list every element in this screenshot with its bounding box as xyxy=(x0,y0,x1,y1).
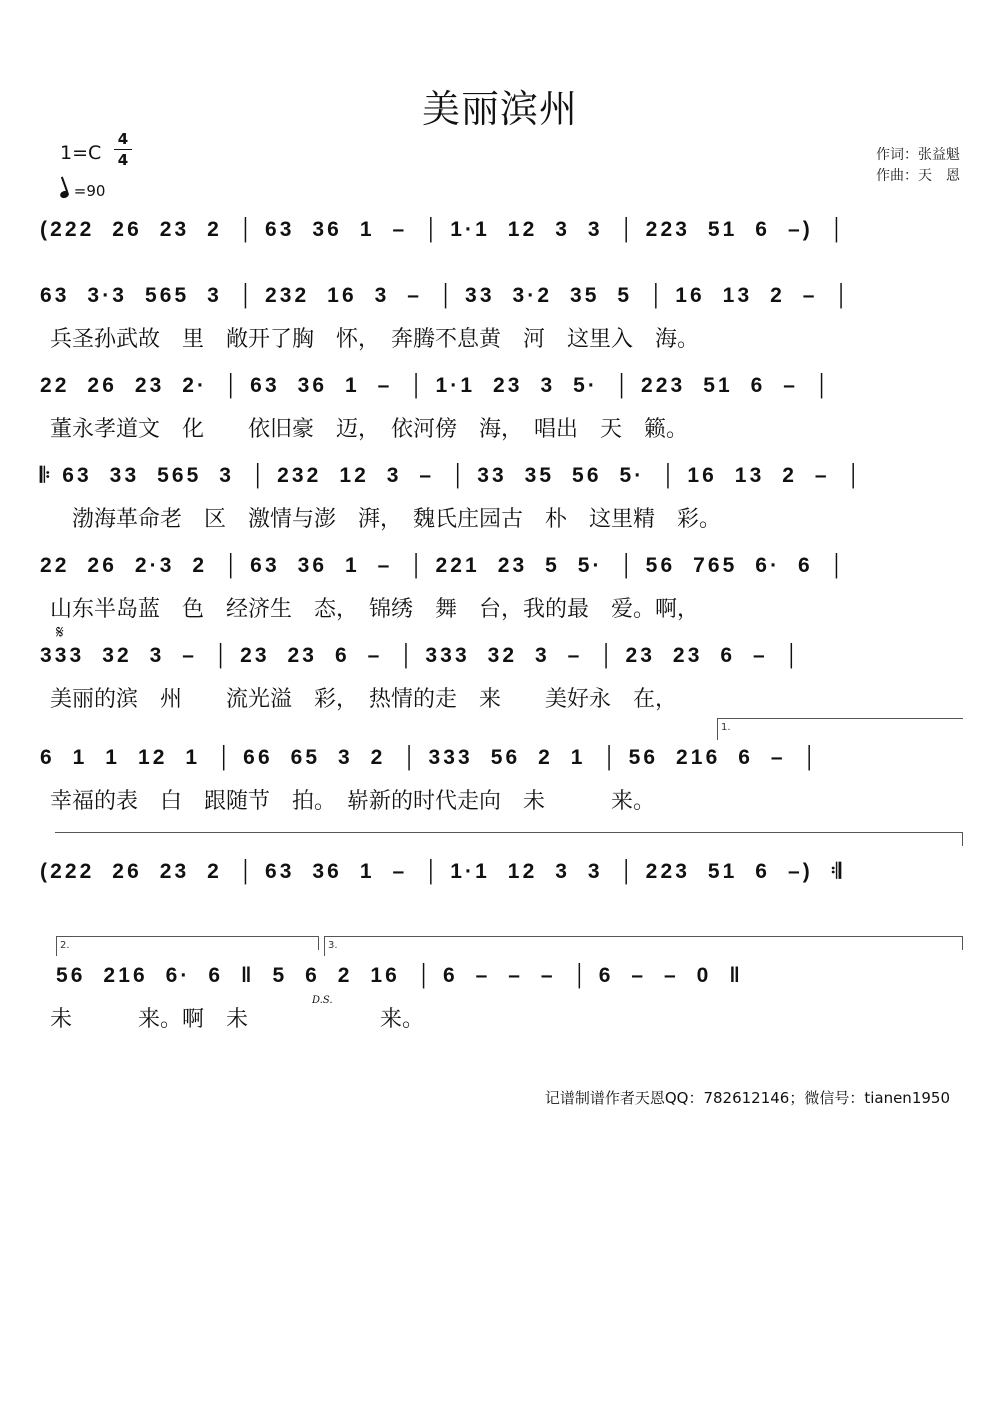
lyrics-line: 未 来。啊 未 来。 xyxy=(50,1007,425,1032)
key-signature: 1=C xyxy=(60,142,102,164)
segno-sign: 𝄋 xyxy=(56,622,64,643)
volta-1-bracket-edge xyxy=(717,718,718,740)
time-signature-top: 4 xyxy=(117,130,129,148)
music-line: (222 26 23 2 │ 63 36 1 – │ 1·1 12 3 3 │ 223 51 6 –) │ xyxy=(40,218,847,241)
song-title: 美丽滨州 xyxy=(421,87,578,131)
footer-contact: 记谱制谱作者天恩QQ：782612146；微信号：tianen1950 xyxy=(544,1089,950,1107)
volta-3-bracket-end xyxy=(962,936,963,950)
lyrics-line: 幸福的表 白 跟随节 拍。 崭新的时代走向 未 来。 xyxy=(50,789,656,814)
music-line: 𝄆 63 33 565 3 │ 232 12 3 – │ 33 35 56 5· │ 16 13 2 – │ xyxy=(40,464,864,487)
volta-3-label: 3. xyxy=(328,940,338,951)
music-line: 22 26 2·3 2 │ 63 36 1 – │ 221 23 5 5· │ 56 765 6· 6 │ xyxy=(40,554,847,577)
time-signature xyxy=(114,130,132,169)
volta-3-bracket xyxy=(324,936,962,937)
music-line: 63 3·3 565 3 │ 232 16 3 – │ 33 3·2 35 5 │ 16 13 2 – │ xyxy=(40,284,852,307)
volta-2-bracket xyxy=(56,936,318,937)
volta-1-bracket xyxy=(717,718,963,719)
lyrics-line: 美丽的滨 州 流光溢 彩， 热情的走 来 美好永 在， xyxy=(50,687,678,712)
quarter-note-icon xyxy=(59,190,70,200)
music-line: 333 32 3 – │ 23 23 6 – │ 333 32 3 – │ 23 23 6 – │ xyxy=(40,644,802,667)
lyricist-credit: 作词：张益魁 xyxy=(876,147,960,163)
volta-2-bracket-end xyxy=(318,936,319,950)
lyrics-line: 董永孝道文 化 依旧豪 迈， 依河傍 海， 唱出 天 籁。 xyxy=(50,417,689,442)
volta-2-label: 2. xyxy=(60,940,70,951)
volta-1-continuation xyxy=(55,832,963,833)
music-line: 22 26 23 2· │ 63 36 1 – │ 1·1 23 3 5· │ 223 51 6 – │ xyxy=(40,374,833,397)
lyrics-line: 兵圣孙武故 里 敞开了胸 怀， 奔腾不息黄 河 这里入 海。 xyxy=(50,327,700,352)
volta-1-label: 1. xyxy=(721,722,731,733)
music-line: 56 216 6· 6 ‖ 5 6 2 16 │ 6 – – – │ 6 – – 0 ‖ xyxy=(56,964,743,987)
volta-2-bracket-edge xyxy=(56,936,57,956)
lyrics-line: 渤海革命老 区 激情与澎 湃， 魏氏庄园古 朴 这里精 彩。 xyxy=(50,507,722,532)
dal-segno-marking: D.S. xyxy=(312,995,333,1006)
lyrics-line: 山东半岛蓝 色 经济生 态， 锦绣 舞 台，我的最 爱。啊， xyxy=(50,597,700,622)
tempo-value: =90 xyxy=(73,182,106,200)
volta-1-continuation-edge xyxy=(962,832,963,846)
volta-3-bracket-edge xyxy=(324,936,325,956)
time-signature-bottom: 4 xyxy=(117,151,129,169)
music-line: 6 1 1 12 1 │ 66 65 3 2 │ 333 56 2 1 │ 56 216 6 – │ xyxy=(40,746,820,769)
tempo-marking xyxy=(60,182,105,200)
music-line: (222 26 23 2 │ 63 36 1 – │ 1·1 12 3 3 │ 223 51 6 –) 𝄇 xyxy=(40,860,845,883)
composer-credit: 作曲：天 恩 xyxy=(876,168,960,184)
